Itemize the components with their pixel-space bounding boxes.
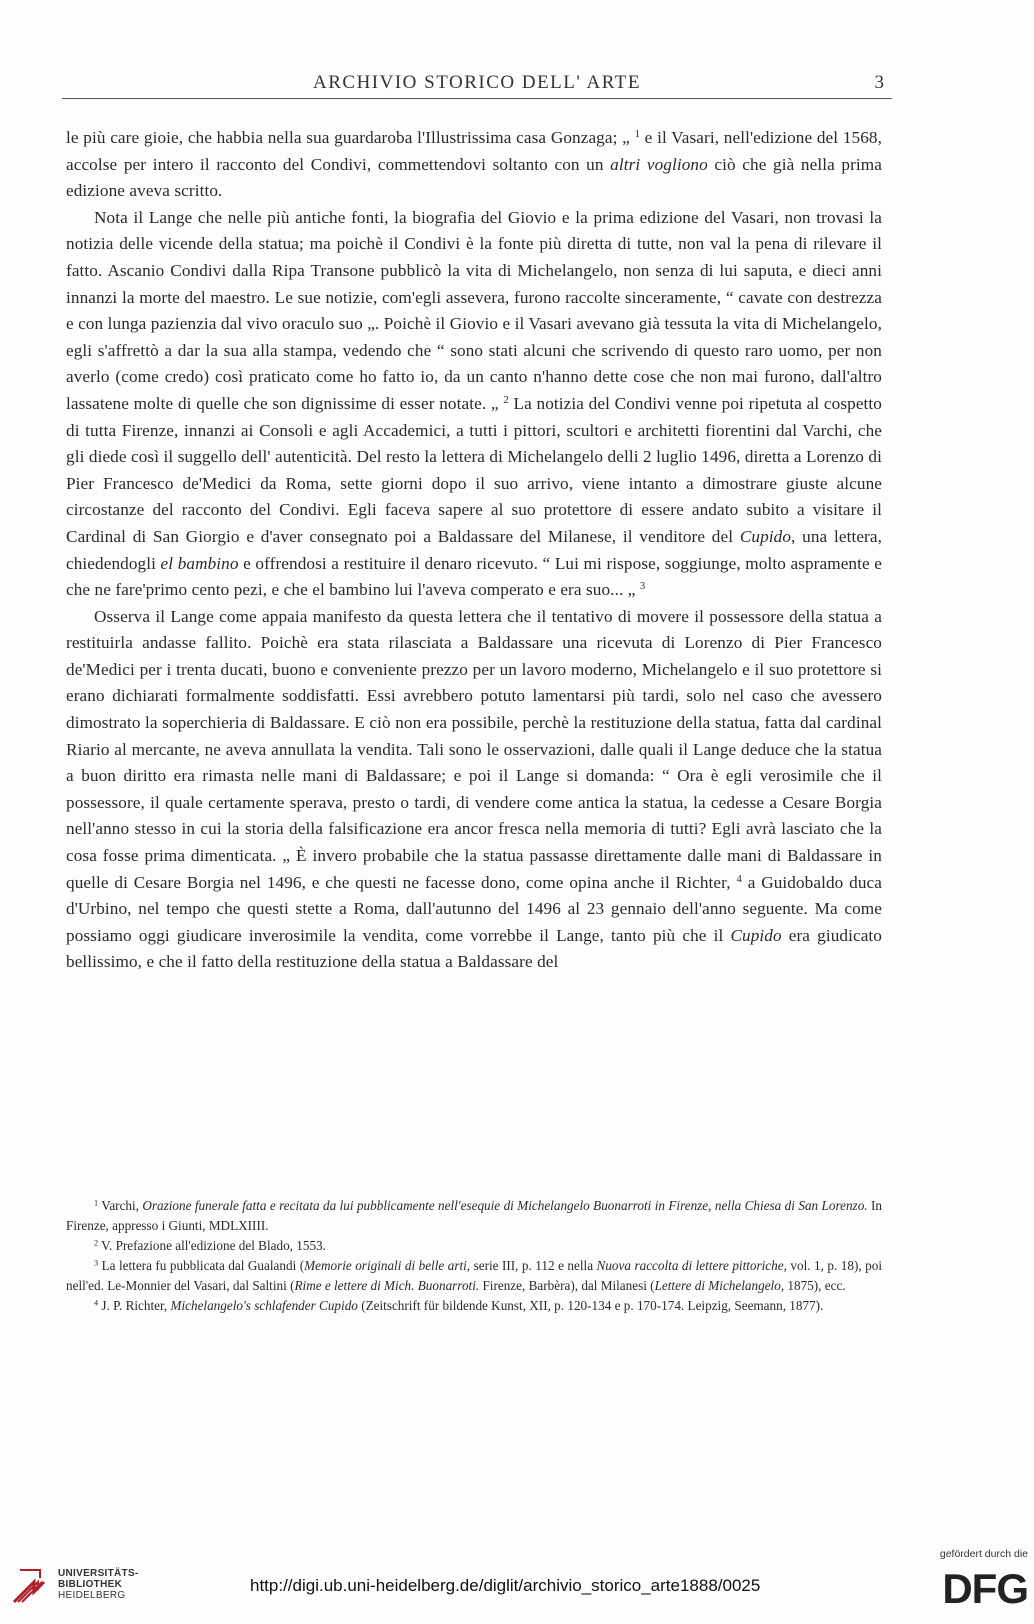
library-name-line2: BIBLIOTHEK	[58, 1579, 123, 1590]
text-run: Osserva il Lange come appaia manifesto da questa lettera che il tentativo di movere il possessore della statua a restituirla andasse fallito. Poichè era stata rilasciata a Baldassare una ricevuta di Lorenzo di Pier Francesco de'Medici per i trenta ducati, buono e conveniente prezzo per un lavoro moderno, Michelangelo e il suo protettore si erano dichiarati formalmente soddisfatti. Essi avrebbero potuto lamentarsi più tardi, solo nel caso che avessero dimostrato la soperchieria di Baldassare. E ciò non era possibile, perchè la restituzione della statua, fatta dal cardinal Riario al mercante, ne aveva annullata la vendita. Tali sono le osservazioni, dalle quali il Lange deduce che la statua a buon diritto era rimasta nelle mani di Baldassare; e poi il Lange si domanda: “ Ora è egli verosimile che il possessore, il quale certamente sperava, presto o tardi, di vendere come antica la statua, la cedesse a Cesare Borgia nell'anno stesso in cui la storia della falsificazione era ancor fresca nella memoria di tutti? Egli avrà lasciato che la cosa fosse prima dimenticata. „ È invero probabile che la statua passasse direttamente dalle mani di Baldassare in quelle di Cesare Borgia nel 1496, e che questi ne facesse dono, come opina anche il Richter,	[66, 606, 882, 892]
text-run: J. P. Richter,	[98, 1298, 171, 1313]
italic-text: Memorie originali di belle arti	[304, 1258, 467, 1273]
text-run: La lettera fu pubblicata dal Gualandi (	[98, 1258, 305, 1273]
text-run: La notizia del Condivi venne poi ripetuta al cospetto di tutta Firenze, innanzi ai Consoli e agli Accademici, a tutti i pittori, scultori e architetti fiorentini dal Varchi, che gli diede così il suggello dell' autenticità. Del resto la lettera di Michelangelo delli 2 luglio 1496, diretta a Lorenzo di Pier Francesco de'Medici da Roma, sette giorni dopo il suo arrivo, viene intanto a dimostrare giuste alcune circostanze del racconto del Condivi. Egli faceva sapere al suo protettore di essere andato subito a visitare il Cardinal di San Giorgio e d'aver consegnato poi a Baldassare del Milanese, il venditore del	[66, 393, 882, 546]
text-run: ciò che già nella prima edizione aveva scritto.	[66, 154, 882, 201]
footnotes	[66, 1196, 882, 1316]
source-url-link[interactable]: http://digi.ub.uni-heidelberg.de/diglit/archivio_storico_arte1888/0025	[250, 1576, 761, 1595]
text-run: Nota il Lange che nelle più antiche fonti, la biografia del Giovio e la prima edizione del Vasari, non trovasi la notizia delle vicende della statua; ma poichè il Condivi è la fonte più diretta di tutte, non val la pena di rilevare il fatto. Ascanio Condivi dalla Ripa Transone pubblicò la vita di Michelangelo, non senza di lui saputa, e dieci anni innanzi la morte del maestro. Le sue notizie, com'egli assevera, furono raccolte sinceramente, “ cavate con destrezza e con lunga pazienzia dal vivo oraculo suo „. Poichè il Giovio e il Vasari avevano già tessuta la vita di Michelangelo, egli s'affrettò a dar la sua alla stampa, vedendo che “ sono stati alcuni che scrivendo di questo raro uomo, per non averlo (come credo) così praticato come ho fatto io, da un canto n'hanno dette cose che non mai furono, dall'altro lassatene molte di quelle che son dignissime di esser notate. „	[66, 207, 882, 413]
text-run: Firenze, Barbèra), dal Milanesi (	[479, 1278, 655, 1293]
text-run: Varchi,	[98, 1198, 143, 1213]
dfg-logo[interactable]	[916, 1548, 1028, 1618]
paragraph	[66, 604, 882, 976]
text-run: (Zeitschrift für bildende Kunst, XII, p. 120-134 e p. 170-174. Leipzig, Seemann, 1877).	[357, 1298, 824, 1313]
italic-text: Nuova raccolta di lettere pittoriche	[596, 1258, 784, 1273]
italic-text: Orazione funerale fatta e recitata da lui pubblicamente nell'esequie di Michelangelo Buonarroti in Firenze, nella Chiesa di San Lorenzo.	[142, 1198, 868, 1213]
footnote-marker: 1	[634, 129, 640, 141]
text-run: era giudicato bellissimo, e che il fatto della restituzione della statua a Baldassare del	[66, 925, 882, 972]
footnote-marker: 4	[94, 1298, 99, 1308]
text-run: , 1875), ecc.	[780, 1278, 846, 1293]
funder-caption: gefördert durch die	[939, 1548, 1028, 1560]
page-number: 3	[874, 72, 884, 93]
footnote-marker: 3	[94, 1258, 99, 1268]
footnote-marker: 2	[503, 395, 509, 407]
main-text	[66, 125, 882, 976]
italic-text: Cupido	[739, 526, 792, 546]
footnote-marker: 1	[94, 1198, 99, 1208]
italic-text: Cupido	[730, 925, 782, 945]
running-header	[62, 72, 892, 99]
journal-title: ARCHIVIO STORICO DELL' ARTE	[313, 72, 641, 93]
footnote-marker: 3	[639, 581, 646, 593]
text-run: V. Prefazione all'edizione del Blado, 1553.	[98, 1238, 326, 1253]
paragraph	[66, 205, 882, 604]
university-library-logo[interactable]	[10, 1560, 140, 1610]
italic-text: Michelangelo's schlafender Cupido	[170, 1298, 358, 1313]
footnote	[66, 1256, 882, 1296]
text-run: , vol. 1, p. 18), poi nell'ed. Le-Monnier del Vasari, dal Saltini (	[66, 1258, 883, 1293]
paragraph	[66, 125, 882, 205]
dfg-wordmark: DFG	[942, 1565, 1028, 1612]
text-run: le più care gioie, che habbia nella sua guardaroba l'Illustrissima casa Gonzaga; „	[66, 128, 635, 147]
library-name-line3: HEIDELBERG	[58, 1590, 126, 1601]
italic-text: Lettere di Michelangelo	[654, 1278, 781, 1293]
italic-text: el bambino	[160, 553, 239, 573]
footnote	[66, 1296, 882, 1316]
text-run: , una lettera, chiedendogli	[66, 526, 882, 573]
italic-text: Rime e lettere di Mich. Buonarroti.	[294, 1278, 480, 1293]
library-name-line1: UNIVERSITÄTS-	[58, 1568, 139, 1579]
footnote	[66, 1196, 882, 1236]
text-run: , serie III, p. 112 e nella	[466, 1258, 597, 1273]
footnote	[66, 1236, 882, 1256]
text-run: a Guidobaldo duca d'Urbino, nel tempo che questi stette a Roma, dall'autunno del 1496 al 23 gennaio dell'anno seguente. Ma come possiamo oggi giudicare inverosimile la vendita, come vorrebbe il Lange, tanto più che il	[66, 872, 882, 945]
text-run: e offrendosi a restituire il denaro ricevuto. “ Lui mi rispose, soggiunge, molto aspramente e che ne fare'primo cento pezi, e che el bambino lui l'aveva comperato e era suo... „	[66, 553, 883, 600]
italic-text: altri vogliono	[610, 154, 708, 174]
footnote-marker: 4	[736, 873, 742, 885]
text-run: In Firenze, appresso i Giunti, MDLXIIII.	[66, 1198, 882, 1233]
footnote-marker: 2	[94, 1238, 99, 1248]
library-logo-icon	[10, 1562, 54, 1606]
text-run: e il Vasari, nell'edizione del 1568, accolse per intero il racconto del Condivi, commettendovi soltanto con un	[66, 128, 882, 174]
digitization-footer	[0, 1548, 1034, 1624]
